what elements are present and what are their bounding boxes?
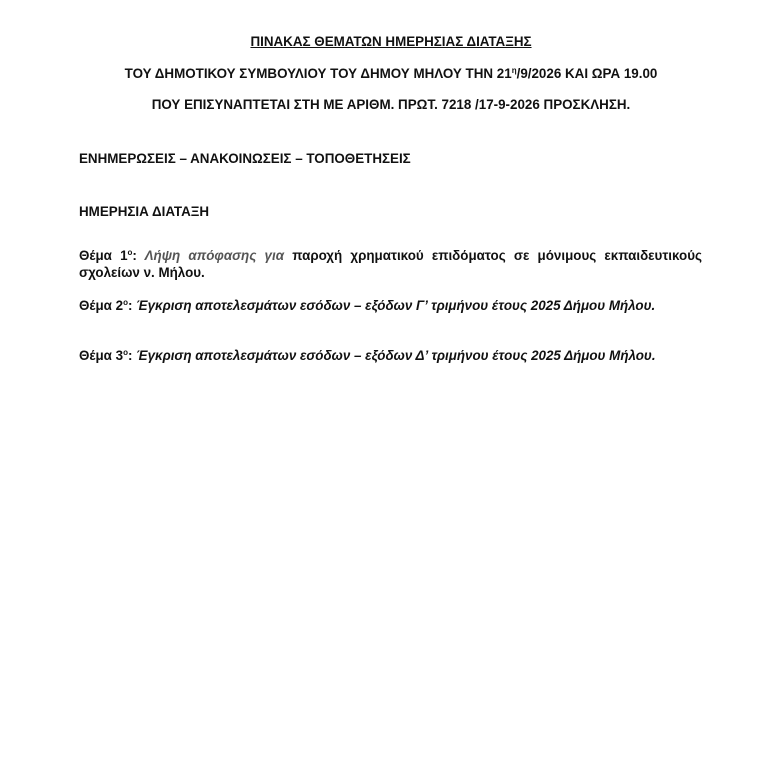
topic-ordinal-superscript: ο: [127, 248, 133, 257]
topic-text: παροχή χρηματικού επιδόματος σε μόνιμους εκπαιδευτικούς σχολείων ν. Μήλου.: [79, 248, 702, 280]
topic-ordinal-superscript: ο: [123, 298, 128, 307]
topic-text-italic: Λήψη απόφασης για: [136, 248, 285, 263]
agenda-topic-2: [79, 297, 702, 314]
meeting-date-time: /9/2026 ΚΑΙ ΩΡΑ 19.00: [516, 66, 658, 81]
topic-colon: :: [127, 298, 133, 313]
topic-label: Θέμα 3: [79, 348, 124, 363]
document-title: ΠΙΝΑΚΑΣ ΘΕΜΑΤΩΝ ΗΜΕΡΗΣΙΑΣ ΔΙΑΤΑΞΗΣ: [250, 34, 532, 49]
agenda-heading: ΗΜΕΡΗΣΙΑ ΔΙΑΤΑΞΗ: [79, 204, 210, 219]
invitation-reference-line: ΠΟΥ ΕΠΙΣΥΝΑΠΤΕΤΑΙ ΣΤΗ ΜΕ ΑΡΙΘΜ. ΠΡΩΤ. 7218 /17-9-2026 ΠΡΟΣΚΛΗΣΗ.: [151, 97, 631, 112]
agenda-topic-3: [79, 347, 702, 364]
topic-colon: :: [132, 248, 137, 263]
date-ordinal-superscript: η: [511, 66, 517, 75]
announcements-heading: ΕΝΗΜΕΡΩΣΕΙΣ – ΑΝΑΚΟΙΝΩΣΕΙΣ – ΤΟΠΟΘΕΤΗΣΕΙΣ: [79, 151, 411, 166]
topic-text-italic: Έγκριση αποτελεσμάτων εσόδων – εξόδων Δ’ τριμήνου έτους 2025 Δήμου Μήλου.: [132, 348, 656, 363]
agenda-topic-1: [79, 247, 702, 281]
topic-colon: :: [127, 348, 133, 363]
topic-label: Θέμα 1: [79, 248, 128, 263]
council-meeting-text: ΤΟΥ ΔΗΜΟΤΙΚΟΥ ΣΥΜΒΟΥΛΙΟΥ ΤΟΥ ΔΗΜΟΥ ΜΗΛΟΥ ΤΗΝ 21: [124, 66, 512, 81]
council-meeting-line: [0, 66, 782, 82]
topic-text-italic: Έγκριση αποτελεσμάτων εσόδων – εξόδων Γ’ τριμήνου έτους 2025 Δήμου Μήλου.: [132, 298, 656, 313]
topic-label: Θέμα 2: [79, 298, 124, 313]
topic-ordinal-superscript: ο: [123, 348, 128, 357]
